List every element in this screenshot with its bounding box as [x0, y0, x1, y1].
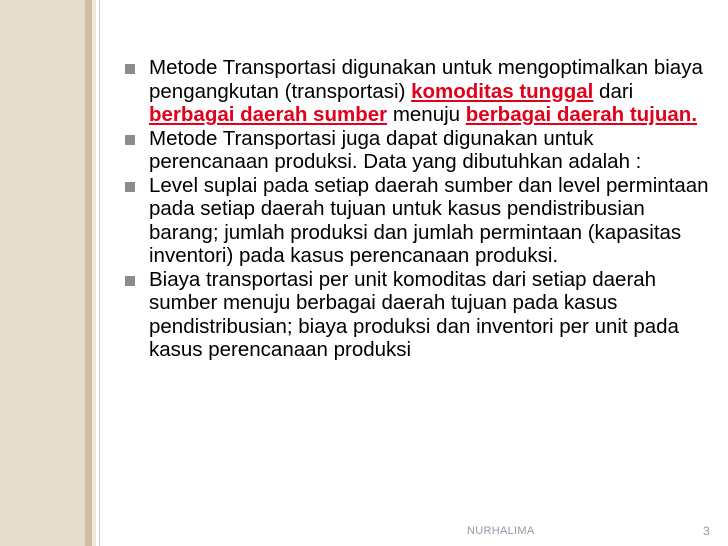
sidebar-band-light: [92, 0, 96, 546]
bullet-item-3: [125, 174, 710, 268]
highlight-komoditas-tunggal: komoditas tunggal: [411, 79, 594, 103]
slide-page-number: 3: [703, 524, 710, 538]
bullet-text-segment: Metode Transportasi digunakan untuk mengoptimalkan biaya pengangkutan (transportasi): [149, 56, 703, 103]
bullet-item-4: [125, 268, 710, 362]
bullet-text: Level suplai pada setiap daerah sumber dan level permintaan pada setiap daerah tujuan untuk kasus pendistribusian barang; jumlah produksi dan jumlah permintaan (kapasitas inventori) pada kasus perencanaan produksi.: [149, 173, 709, 267]
highlight-berbagai-daerah-sumber: berbagai daerah sumber: [149, 103, 388, 126]
bullet-item-2: [125, 127, 710, 174]
square-bullet-icon: [125, 135, 135, 145]
square-bullet-icon: [125, 64, 135, 74]
bullet-text-segment: dari: [593, 79, 634, 103]
sidebar-divider-line: [99, 0, 100, 546]
bullet-text: Biaya transportasi per unit komoditas dari setiap daerah sumber menuju berbagai daerah tujuan pada kasus pendistribusian; biaya produksi dan inventori per unit pada kasus perencanaan produksi: [149, 267, 679, 361]
decorative-sidebar: [0, 0, 85, 546]
sidebar-band-dark: [85, 0, 92, 546]
footer-author: NURHALIMA: [467, 525, 535, 537]
bullet-text-segment: menuju: [387, 103, 466, 126]
bullet-text: Metode Transportasi juga dapat digunakan untuk perencanaan produksi. Data yang dibutuhkan adalah :: [149, 126, 642, 173]
square-bullet-icon: [125, 182, 135, 192]
bullet-item-1: [125, 56, 710, 127]
highlight-berbagai-daerah-tujuan: berbagai daerah tujuan.: [465, 103, 698, 126]
square-bullet-icon: [125, 276, 135, 286]
slide-body: [125, 56, 710, 362]
